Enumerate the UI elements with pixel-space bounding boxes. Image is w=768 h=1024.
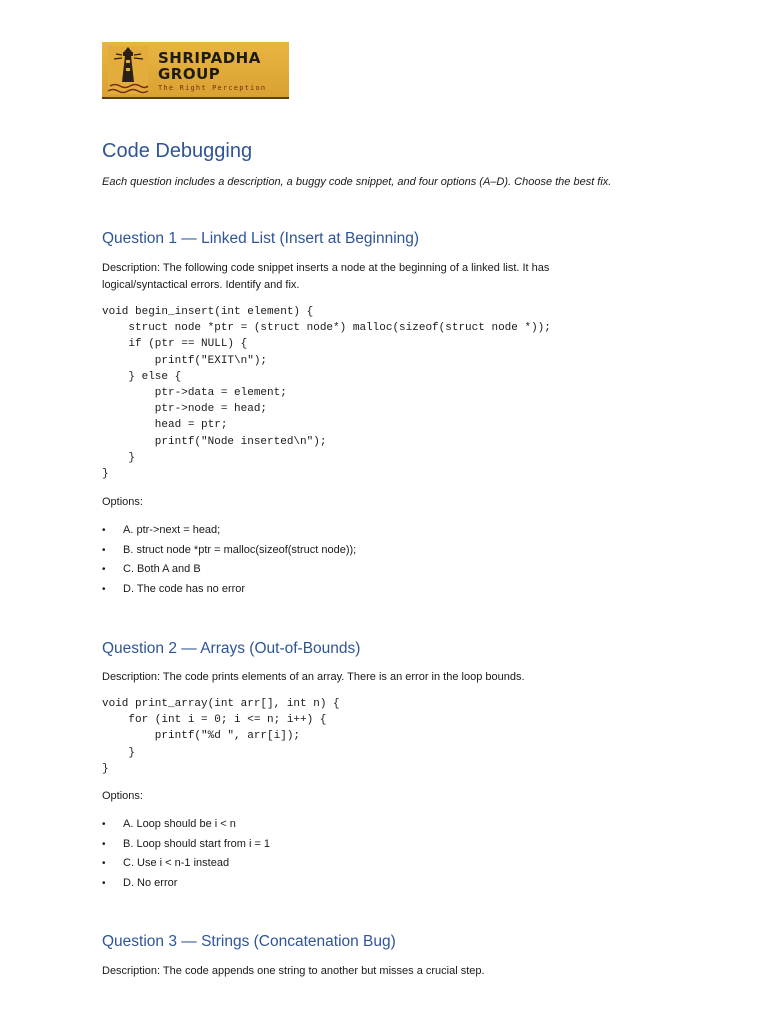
option-text: B. Loop should start from i = 1 — [123, 837, 271, 850]
question-2-heading: Question 2 — Arrays (Out-of-Bounds) — [102, 640, 361, 657]
company-logo — [102, 42, 289, 99]
logo-name-line-2: GROUP — [158, 65, 221, 83]
bullet-icon: • — [102, 858, 106, 869]
question-1-heading: Question 1 — Linked List (Insert at Beginning) — [102, 230, 420, 247]
option-text: A. ptr->next = head; — [123, 524, 221, 536]
option-text: D. No error — [123, 876, 178, 889]
question-1-options — [102, 521, 356, 599]
option-text: C. Both A and B — [123, 563, 201, 575]
option-text: D. The code has no error — [123, 582, 246, 595]
question-2-options — [102, 815, 270, 893]
question-3-description: Description: The code appends one string to another but misses a crucial step. — [102, 965, 485, 977]
question-3-heading: Question 3 — Strings (Concatenation Bug) — [102, 933, 396, 950]
option-text: B. struct node *ptr = malloc(sizeof(struct node)); — [123, 543, 357, 556]
bullet-icon: • — [102, 819, 106, 830]
question-1-options-label: Options: — [102, 496, 143, 508]
bullet-icon: • — [102, 838, 106, 850]
lighthouse-icon — [108, 46, 148, 94]
question-2-description: Description: The code prints elements of an array. There is an error in the loop bounds. — [102, 671, 525, 683]
list-item — [102, 541, 356, 561]
question-2-options-label: Options: — [102, 790, 143, 802]
question-1-code: void begin_insert(int element) { struct node *ptr = (struct node*) malloc(sizeof(struct node *)); if (ptr == NULL) { printf("EXIT\n"); } else { ptr->data = element; ptr->node = head; head = ptr; printf("Node inserted\n"); } } — [102, 306, 551, 481]
list-item — [102, 835, 270, 855]
question-2-code: void print_array(int arr[], int n) { for (int i = 0; i <= n; i++) { printf("%d ", arr[i]); } } — [102, 698, 340, 775]
option-text: A. Loop should be i < n — [123, 818, 236, 830]
logo-name-line-1: SHRIPADHA — [158, 49, 261, 67]
logo-tagline: The Right Perception — [158, 84, 267, 92]
bullet-icon: • — [102, 525, 106, 536]
list-item — [102, 874, 270, 894]
option-text: C. Use i < n-1 instead — [123, 857, 230, 869]
list-item — [102, 854, 270, 874]
bullet-icon: • — [102, 583, 106, 595]
page-subtitle: Each question includes a description, a buggy code snippet, and four options (A–D). Choose the best fix. — [102, 176, 612, 188]
bullet-icon: • — [102, 544, 106, 556]
list-item — [102, 580, 356, 600]
page-title: Code Debugging — [102, 140, 253, 162]
question-1-description: Description: The following code snippet inserts a node at the beginning of a linked list. It has logical/syntactical errors. Identify and fix. — [102, 262, 550, 291]
bullet-icon: • — [102, 564, 106, 575]
list-item — [102, 521, 356, 541]
list-item — [102, 560, 356, 580]
list-item — [102, 815, 270, 835]
bullet-icon: • — [102, 877, 106, 889]
